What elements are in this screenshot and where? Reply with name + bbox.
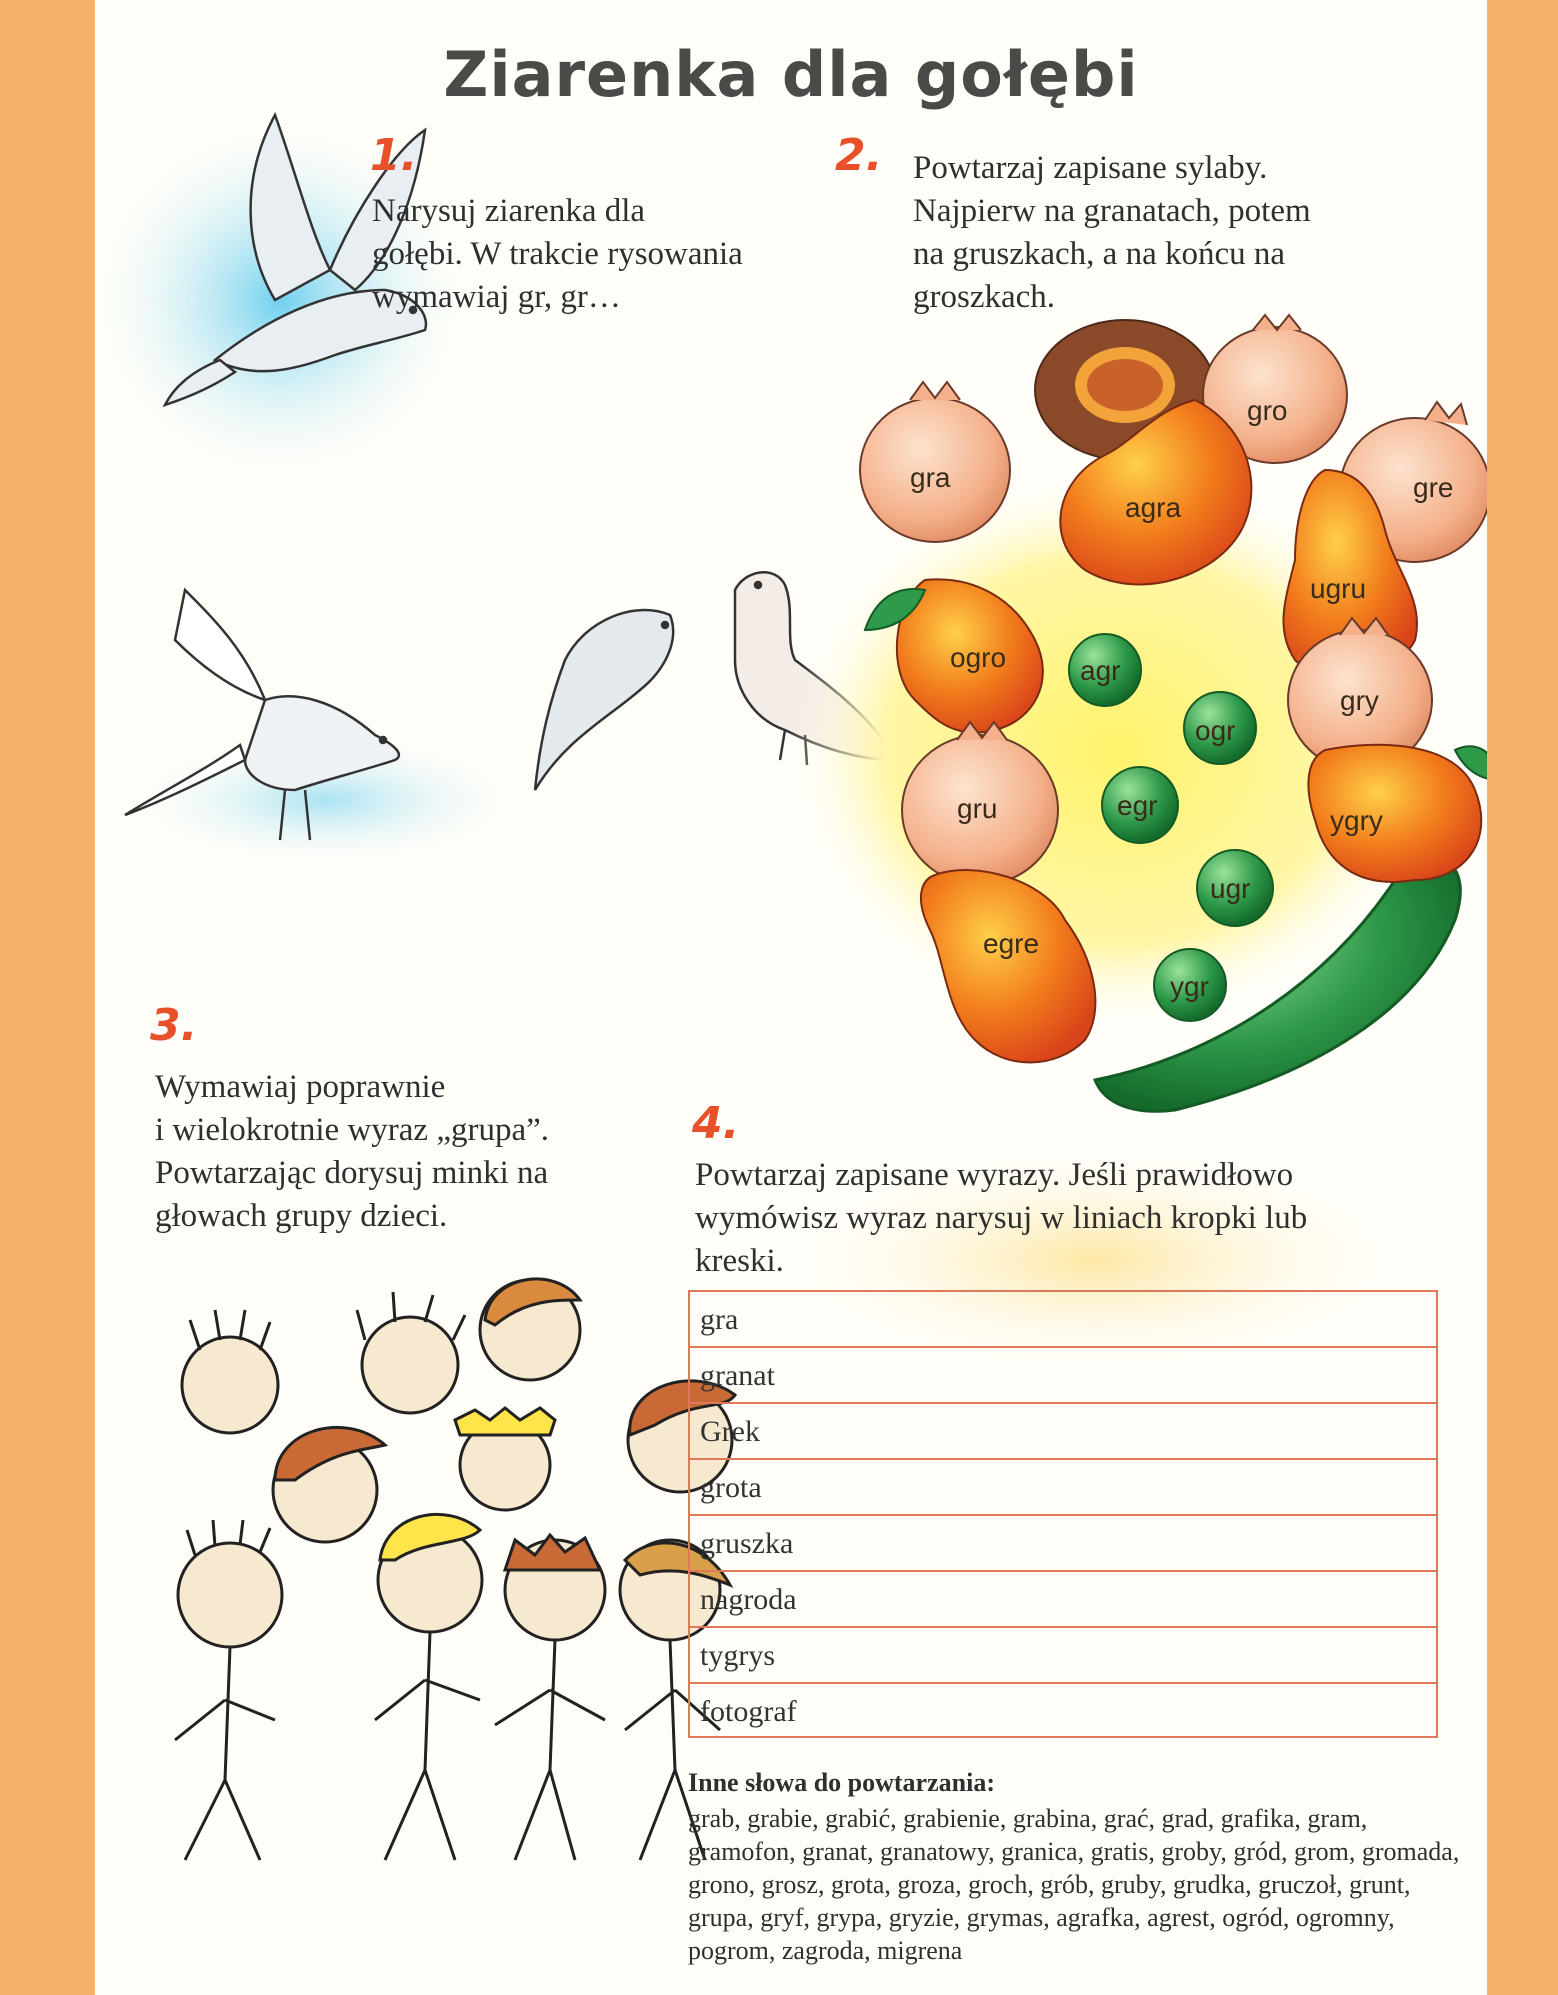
- word-line-gra[interactable]: gra: [688, 1290, 1438, 1346]
- word-line-grek[interactable]: Grek: [688, 1402, 1438, 1458]
- word-lines: [688, 1290, 1438, 1738]
- child-head: [455, 1408, 555, 1510]
- child-head: [505, 1535, 605, 1640]
- task-3-number: 3.: [150, 1000, 198, 1051]
- word-line-grota[interactable]: grota: [688, 1458, 1438, 1514]
- pea-ogr: [1184, 692, 1256, 764]
- syllable-label: ygry: [1330, 805, 1383, 836]
- task-1-number: 1.: [370, 130, 418, 181]
- task-2-text: Powtarzaj zapisane sylaby. Najpierw na granatach, potem na gruszkach, a na końcu na groszkach.: [913, 150, 1311, 315]
- child-head: [178, 1520, 282, 1647]
- other-words-title: Inne słowa do powtarzania:: [688, 1768, 995, 1797]
- child-head: [273, 1427, 385, 1542]
- kids-group-illustration: [175, 1279, 735, 1860]
- task-2-number: 2.: [835, 130, 883, 181]
- child-head: [480, 1279, 580, 1380]
- task-3-text: Wymawiaj poprawnie i wielokrotnie wyraz „grupa”. Powtarzając dorysuj minki na głowach grupy dzieci.: [155, 1069, 550, 1234]
- syllable-label: gro: [1247, 395, 1288, 426]
- other-words-text: grab, grabie, grabić, grabienie, grabina, grać, grad, grafika, gram, gramofon, granat, granatowy, granica, gratis, groby, gród, grom, gromada, grono, grosz, grota, groza, groch, grób, gruby, grudka, gruczoł, grunt, grupa, gryf, grypa, gryzie, grymas, agrafka, agrest, ogród, ogromny, pogrom, zagroda, migrena: [688, 1804, 1460, 1965]
- task-1-text: Narysuj ziarenka dla gołębi. W trakcie rysowania wymawiaj gr, gr…: [372, 193, 743, 315]
- task-4-text: Powtarzaj zapisane wyrazy. Jeśli prawidłowo wymówisz wyraz narysuj w liniach kropki lub kreski.: [695, 1157, 1308, 1279]
- syllable-label: agra: [1125, 492, 1182, 523]
- walking-dove-icon: [535, 610, 673, 790]
- word-line-gruszka[interactable]: gruszka: [688, 1514, 1438, 1570]
- task-4-number: 4.: [692, 1098, 740, 1149]
- word-line-fotograf[interactable]: fotograf: [688, 1682, 1438, 1738]
- syllable-label: agr: [1080, 655, 1121, 686]
- syllable-label: egr: [1117, 790, 1158, 821]
- syllable-label: gru: [957, 793, 998, 824]
- syllable-label: gry: [1340, 685, 1379, 716]
- child-head: [378, 1514, 482, 1632]
- worksheet-page: [95, 0, 1487, 1995]
- syllable-label: gre: [1413, 472, 1454, 503]
- pea-ygr: [1154, 949, 1226, 1021]
- syllable-label: ugr: [1210, 873, 1251, 904]
- word-line-granat[interactable]: granat: [688, 1346, 1438, 1402]
- word-line-tygrys[interactable]: tygrys: [688, 1626, 1438, 1682]
- syllable-label: ugru: [1310, 573, 1367, 604]
- syllable-label: ygr: [1170, 971, 1209, 1002]
- pea-egr: [1102, 767, 1178, 843]
- syllable-label: egre: [983, 928, 1040, 959]
- syllable-label: gra: [910, 462, 951, 493]
- word-line-nagroda[interactable]: nagroda: [688, 1570, 1438, 1626]
- page-title: Ziarenka dla gołębi: [443, 38, 1139, 111]
- child-head: [357, 1292, 465, 1413]
- pomegranate-gra: [860, 382, 1010, 542]
- syllable-label: ogro: [950, 642, 1007, 673]
- pea-agr: [1069, 634, 1141, 706]
- pea-ugr: [1197, 850, 1273, 926]
- child-head: [182, 1310, 278, 1433]
- syllable-label: ogr: [1195, 715, 1236, 746]
